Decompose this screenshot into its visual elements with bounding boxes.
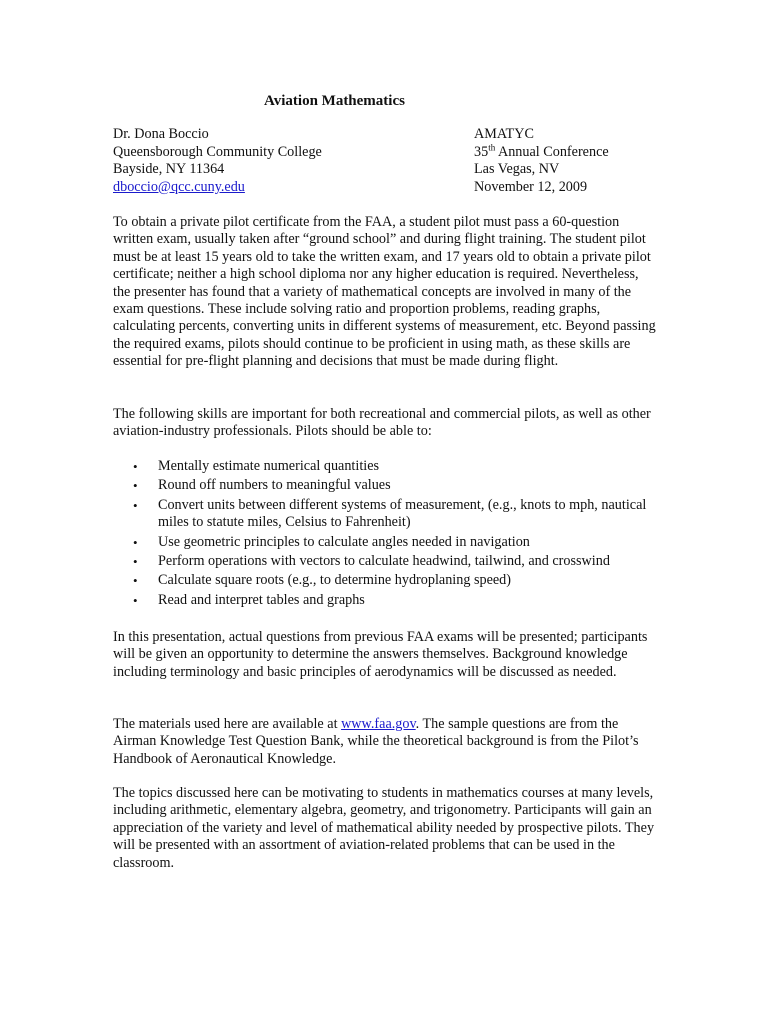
skills-list [113,458,658,611]
list-item [113,497,658,532]
list-item [113,572,658,589]
list-item-text: Calculate square roots (e.g., to determine hydroplaning speed) [158,572,511,589]
author-location: Bayside, NY 11364 [113,161,225,178]
list-item [113,553,658,570]
conference-edition-suffix: th [488,141,496,152]
list-item-text: Convert units between different systems of measurement, (e.g., knots to mph, nautical miles to statute miles, Celsius to Fahrenheit) [158,496,647,531]
paragraph-presentation: In this presentation, actual questions from previous FAA exams will be presented; participants will be given an opportunity to determine the answers themselves. Background knowledge including terminology and basic principles of aerodynamics will be discussed as needed. [113,629,648,680]
list-item [113,458,658,475]
author-institution: Queensborough Community College [113,143,322,160]
conference-info [474,126,664,196]
list-item-text: Mentally estimate numerical quantities [158,458,380,474]
paragraph-intro: To obtain a private pilot certificate from the FAA, a student pilot must pass a 60-question written exam, usually taken after “ground school” and during flight training. The student pilot must be at least 15 years old to take the written exam, and 17 years old to obtain a private pilot certificate; neither a high school diploma nor any higher education is required. Nevertheless, the presenter has found that a variety of mathematical concepts are involved in many of the exam questions. These include solving ratio and proportion problems, reading graphs, calculating percents, converting units in different systems of measurement, etc. Beyond passing the required exams, pilots should continue to be proficient in using math, as these skills are essential for pre-flight planning and decisions that must be made during flight. [113,214,656,370]
list-item-text: Read and interpret tables and graphs [158,591,365,608]
author-email-line [113,179,453,197]
list-item-text: Round off numbers to meaningful values [158,477,391,494]
list-item [113,592,658,609]
materials-text-before: The materials used here are available at [113,716,342,732]
bullet-icon: • [133,554,138,570]
bullet-icon: • [133,573,138,589]
paragraph-materials [113,716,658,768]
conference-edition-rest: Annual Conference [495,143,609,160]
paragraph-skills-intro: The following skills are important for both recreational and commercial pilots, as well as other aviation-industry professionals. Pilots should be able to: [113,406,651,440]
conference-date: November 12, 2009 [474,178,588,195]
bullet-icon: • [133,534,138,550]
list-item-text: Perform operations with vectors to calculate headwind, tailwind, and crosswind [158,553,610,570]
document-title: Aviation Mathematics [264,93,405,109]
conference-location: Las Vegas, NV [474,161,560,178]
bullet-icon: • [133,592,138,608]
faa-link[interactable]: www.faa.gov [341,716,416,732]
bullet-icon: • [133,497,138,513]
author-email-link[interactable]: dboccio@qcc.cuny.edu [113,178,245,195]
conference-org: AMATYC [474,126,534,142]
conference-edition-number: 35 [474,143,489,160]
author-name: Dr. Dona Boccio [113,126,209,142]
list-item-text: Use geometric principles to calculate angles needed in navigation [158,533,530,550]
bullet-icon: • [133,478,138,494]
conference-edition [474,141,664,162]
materials-text-after: . The sample questions are from the Airman Knowledge Test Question Bank, while the theoretical background is from the Pilot’s Handbook of Aeronautical Knowledge. [113,716,639,767]
list-item [113,534,658,551]
author-info [113,126,453,196]
paragraph-topics: The topics discussed here can be motivating to students in mathematics courses at many levels, including arithmetic, elementary algebra, geometry, and trigonometry. Participants will gain an appreciation of the variety and level of mathematical ability needed by prospective pilots. They will be presented with an assortment of aviation-related problems that can be used in the classroom. [113,785,655,871]
bullet-icon: • [133,459,138,474]
list-item [113,477,658,494]
